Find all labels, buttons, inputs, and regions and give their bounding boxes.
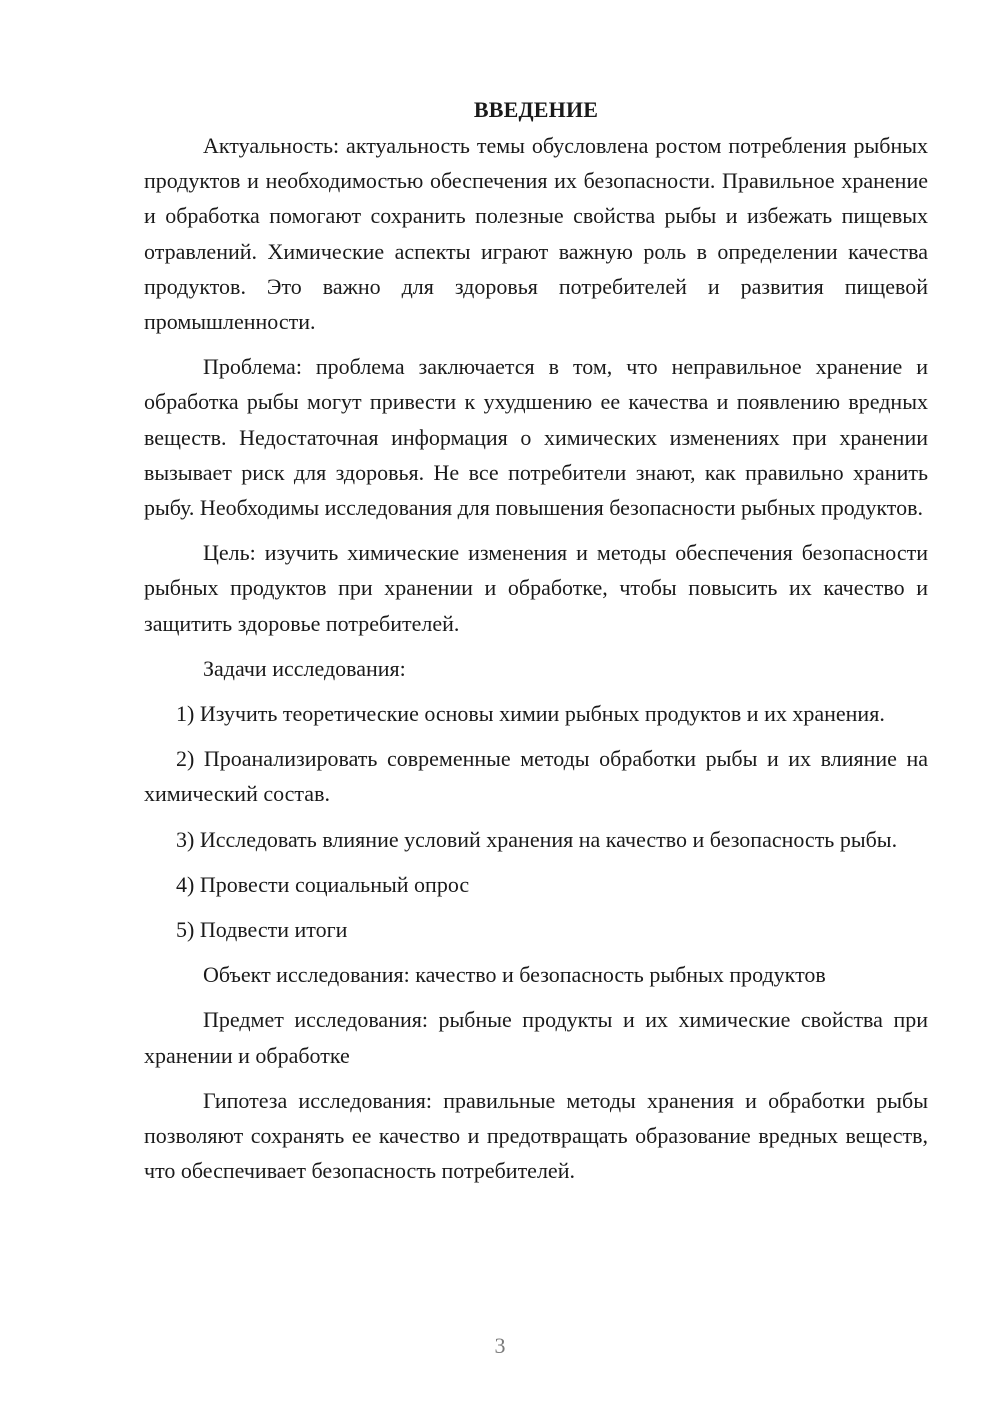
paragraph-goal: Цель: изучить химические изменения и методы обеспечения безопасности рыбных продуктов при хранении и обработке, чтобы повысить их качество и защитить здоровье потребителей. xyxy=(144,540,928,636)
task-item: 2) Проанализировать современные методы обработки рыбы и их влияние на химический состав. xyxy=(144,746,928,807)
section-title: ВВЕДЕНИЕ xyxy=(473,97,599,122)
paragraph-subject: Предмет исследования: рыбные продукты и их химические свойства при хранении и обработке xyxy=(144,1007,928,1068)
task-item: 1) Изучить теоретические основы химии рыбных продуктов и их хранения. xyxy=(176,701,885,727)
paragraph-relevance: Актуальность: актуальность темы обусловлена ростом потребления рыбных продуктов и необходимостью обеспечения их безопасности. Правильное хранение и обработка помогают сохранить полезные свойства рыбы и избежать пищевых отравлений. Химические аспекты играют важную роль в определении качества продуктов. Это важно для здоровья потребителей и развития пищевой промышленности. xyxy=(144,133,928,335)
task-item: 3) Исследовать влияние условий хранения на качество и безопасность рыбы. xyxy=(176,826,898,852)
paragraph-object: Объект исследования: качество и безопасность рыбных продуктов xyxy=(203,962,826,988)
paragraph-hypothesis: Гипотеза исследования: правильные методы хранения и обработки рыбы позволяют сохранять ее качество и предотвращать образование вредных веществ, что обеспечивает безопасность потребителей. xyxy=(144,1087,928,1184)
page-number: 3 xyxy=(494,1333,506,1358)
document-page xyxy=(144,92,928,1198)
paragraph-problem: Проблема: проблема заключается в том, что неправильное хранение и обработка рыбы могут привести к ухудшению ее качества и появлению вредных веществ. Недостаточная информация о химических изменениях при хранении вызывает риск для здоровья. Не все потребители знают, как правильно хранить рыбу. Необходимы исследования для повышения безопасности рыбных продуктов. xyxy=(144,354,928,521)
task-item: 5) Подвести итоги xyxy=(176,917,348,943)
tasks-heading: Задачи исследования: xyxy=(203,655,406,681)
task-item: 4) Провести социальный опрос xyxy=(176,871,470,897)
